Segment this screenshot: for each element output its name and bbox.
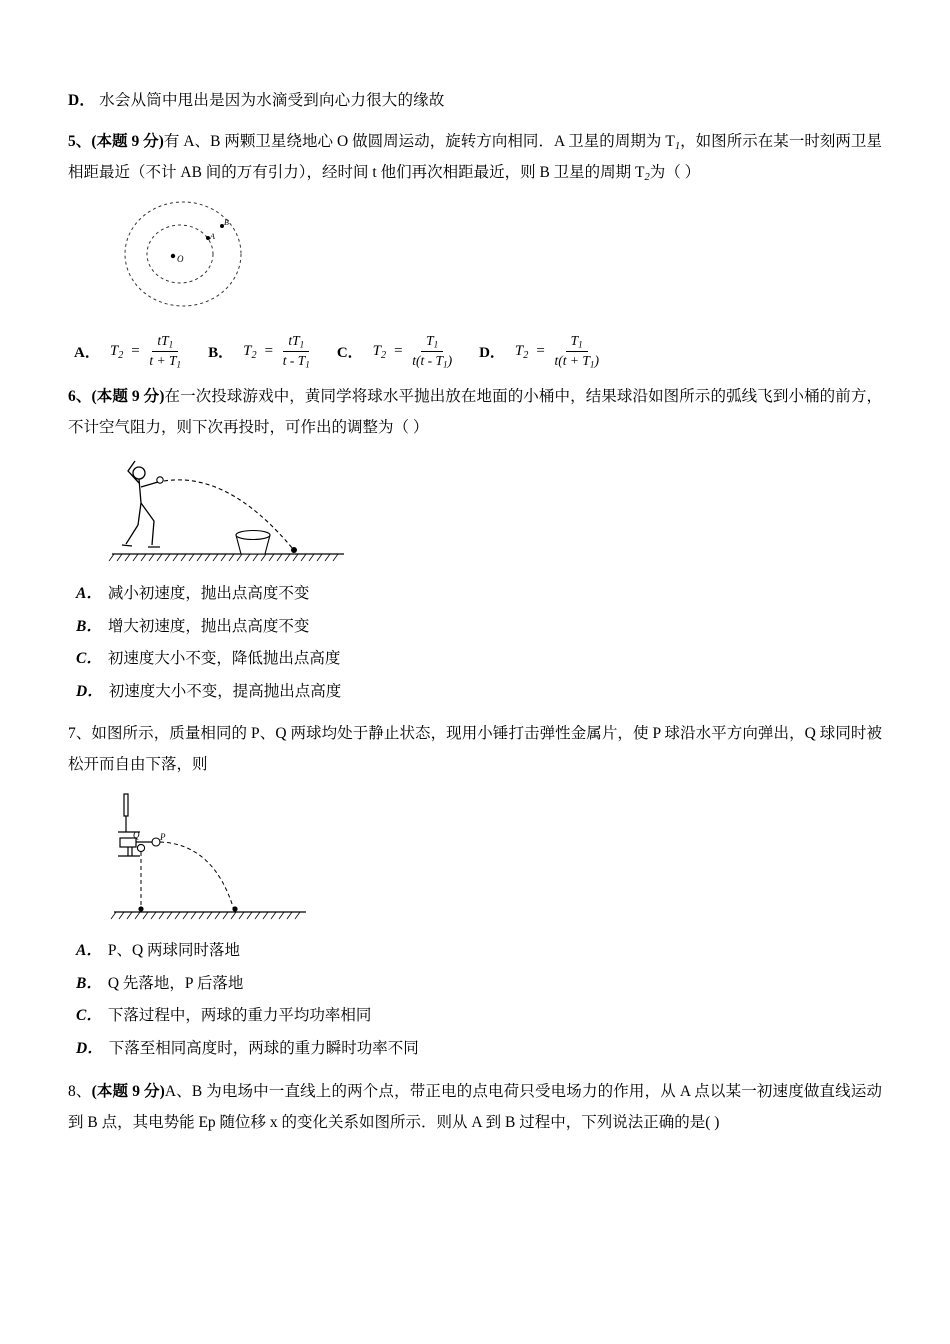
question-5-sub-1: 1 <box>674 141 681 153</box>
question-6-figure <box>108 449 882 574</box>
question-7-option-b <box>76 968 882 1001</box>
question-7-number: 7、 <box>68 725 92 743</box>
option-a-label: A． <box>74 345 100 362</box>
question-7-figure <box>110 786 882 931</box>
denominator-sub: 1 <box>589 359 595 370</box>
question-5-options <box>74 332 882 371</box>
question-6-option-b <box>76 611 882 644</box>
numerator: tT <box>157 333 169 349</box>
option-a-text: P、Q 两球同时落地 <box>107 942 241 960</box>
question-6-number: 6、 <box>68 388 92 406</box>
denominator-tail: ) <box>594 353 599 369</box>
question-5-figure <box>118 194 882 314</box>
option-b-text: Q 先落地，P 后落地 <box>107 974 244 992</box>
question-7-option-d <box>76 1033 882 1066</box>
question-6-option-d <box>76 676 882 709</box>
apparatus-stand <box>118 794 154 856</box>
option-a-text: 减小初速度，抛出点高度不变 <box>107 585 310 603</box>
lhs-symbol: T <box>109 342 119 359</box>
label-o: O <box>177 254 184 265</box>
option-a-label: A． <box>76 585 102 603</box>
option-d-label: D． <box>479 345 505 362</box>
ground-hatching <box>109 554 338 561</box>
numerator-sub: 1 <box>299 339 305 350</box>
lhs-symbol: T <box>372 342 381 359</box>
lhs-sub: 2 <box>118 349 124 361</box>
projectile-thrower-diagram <box>108 449 348 574</box>
ground-hatching <box>111 912 300 919</box>
option-b-label: B． <box>208 345 234 362</box>
question-5-number: 5、 <box>68 133 92 151</box>
option-c-formula: $T_2$ = $\frac{T_1}{t(t - T_1)}$ <box>372 333 453 370</box>
question-7-text: 如图所示，质量相同的 P、Q 两球均处于静止状态，现用小锤打击弹性金属片，使 P 球沿水平方向弹出，Q 球同时被松开而自由下落，则 <box>68 725 882 774</box>
option-c-text: 下落过程中，两球的重力平均功率相同 <box>107 1007 372 1025</box>
question-6-score: (本题 9 分) <box>91 388 165 406</box>
landing-ball <box>291 547 297 553</box>
denominator-sub: 1 <box>442 359 448 370</box>
denominator: t + T <box>149 353 177 369</box>
question-6-option-a <box>76 578 882 611</box>
lhs-symbol: T <box>514 342 524 359</box>
question-7-option-a <box>76 935 882 968</box>
denominator-tail: ) <box>447 353 453 369</box>
person-figure <box>122 461 160 547</box>
ball-q <box>137 845 144 852</box>
question-8-number: 8、 <box>68 1082 92 1100</box>
label-q: Q <box>133 830 140 841</box>
option-d-text: 下落至相同高度时，两球的重力瞬时功率不同 <box>108 1040 419 1058</box>
question-5-sub-2: 2 <box>644 172 650 184</box>
option-d-text: 初速度大小不变，提高抛出点高度 <box>108 682 342 700</box>
option-b-label: B． <box>76 617 102 635</box>
question-5-option-a <box>74 332 186 371</box>
option-a-label: A． <box>76 942 102 960</box>
option-c-label: C． <box>76 1007 102 1025</box>
question-5-stem <box>68 126 882 188</box>
denominator: t(t - T <box>412 353 443 369</box>
question-6-option-c <box>76 643 882 676</box>
two-ball-drop-apparatus-diagram <box>110 786 310 931</box>
numerator: T <box>570 333 579 349</box>
label-a: A <box>210 232 215 242</box>
question-5-option-b <box>208 332 315 371</box>
denominator-sub: 1 <box>305 359 310 370</box>
option-a-formula: $T_2$ = $\frac{tT_1}{t + T_1}$ <box>109 333 182 370</box>
label-b: B <box>224 218 229 228</box>
numerator-sub: 1 <box>578 339 583 350</box>
question-5-text-3: 为（ ） <box>649 164 701 182</box>
option-b-label: B． <box>76 974 102 992</box>
question-5-option-c <box>337 332 457 371</box>
option-d-label: D． <box>76 1040 103 1058</box>
option-c-label: C． <box>76 650 102 668</box>
numerator-sub: 1 <box>168 339 174 350</box>
option-label: D． <box>68 92 96 109</box>
question-6-text: 在一次投球游戏中，黄同学将球水平抛出放在地面的小桶中，结果球沿如图所示的弧线飞到小桶的前方，不计空气阻力，则下次再投时，可作出的调整为（ ） <box>68 388 882 437</box>
lhs-sub: 2 <box>523 349 529 361</box>
lhs-sub: 2 <box>251 349 257 361</box>
numerator: T <box>426 333 434 349</box>
question-5-text-1: 有 A、B 两颗卫星绕地心 O 做圆周运动，旋转方向相同．A 卫星的周期为 T <box>163 133 675 151</box>
question-5-score: (本题 9 分) <box>91 133 164 151</box>
question-7-stem <box>68 718 882 780</box>
ball-in-hand <box>157 477 163 483</box>
question-6-stem <box>68 381 882 443</box>
label-p: P <box>160 832 166 843</box>
option-d-formula: $T_2$ = $\frac{T_1}{t(t + T_1)}$ <box>514 333 599 370</box>
denominator: t - T <box>282 353 306 369</box>
numerator-sub: 1 <box>433 339 439 350</box>
lhs-symbol: T <box>243 342 252 359</box>
two-satellite-orbit-diagram <box>118 194 278 314</box>
trajectory-curve <box>164 480 293 549</box>
previous-question-option-d <box>68 86 882 116</box>
option-c-label: C． <box>336 345 363 362</box>
question-8-text: A、B 为电场中一直线上的两个点，带正电的点电荷只受电场力的作用，从 A 点以某一初速度做直线运动到 B 点，其电势能 Ep 随位移 x 的变化关系如图所示．则从 A 到 B 过程中，下列说法正确的是( ) <box>68 1082 882 1131</box>
question-5-text-2: ，如图所示在某一时刻两卫星相距最近（不计 AB 间的万有引力），经时间 t 他们再次相距最近，则 B 卫星的周期 T <box>68 133 882 182</box>
option-c-text: 初速度大小不变，降低抛出点高度 <box>107 650 341 668</box>
ball-p <box>152 838 160 846</box>
numerator: tT <box>288 333 300 349</box>
p-projectile-path <box>160 842 234 910</box>
question-8-stem <box>68 1076 882 1138</box>
question-8-score: (本题 9 分) <box>91 1082 165 1100</box>
question-5-option-d <box>479 332 604 371</box>
question-7-option-c <box>76 1000 882 1033</box>
earth-center-dot <box>171 254 175 258</box>
option-d-label: D． <box>76 682 103 700</box>
lhs-sub: 2 <box>381 349 387 361</box>
option-text: 水会从筒中甩出是因为水滴受到向心力很大的缘故 <box>99 92 445 109</box>
denominator-sub: 1 <box>176 359 182 370</box>
q-landing-dot <box>138 907 143 912</box>
bucket <box>236 531 270 555</box>
option-b-formula: $T_2$ = $\frac{tT_1}{t - T_1}$ <box>243 333 310 370</box>
p-landing-dot <box>232 907 237 912</box>
option-b-text: 增大初速度，抛出点高度不变 <box>107 617 310 635</box>
denominator: t(t + T <box>554 353 590 369</box>
